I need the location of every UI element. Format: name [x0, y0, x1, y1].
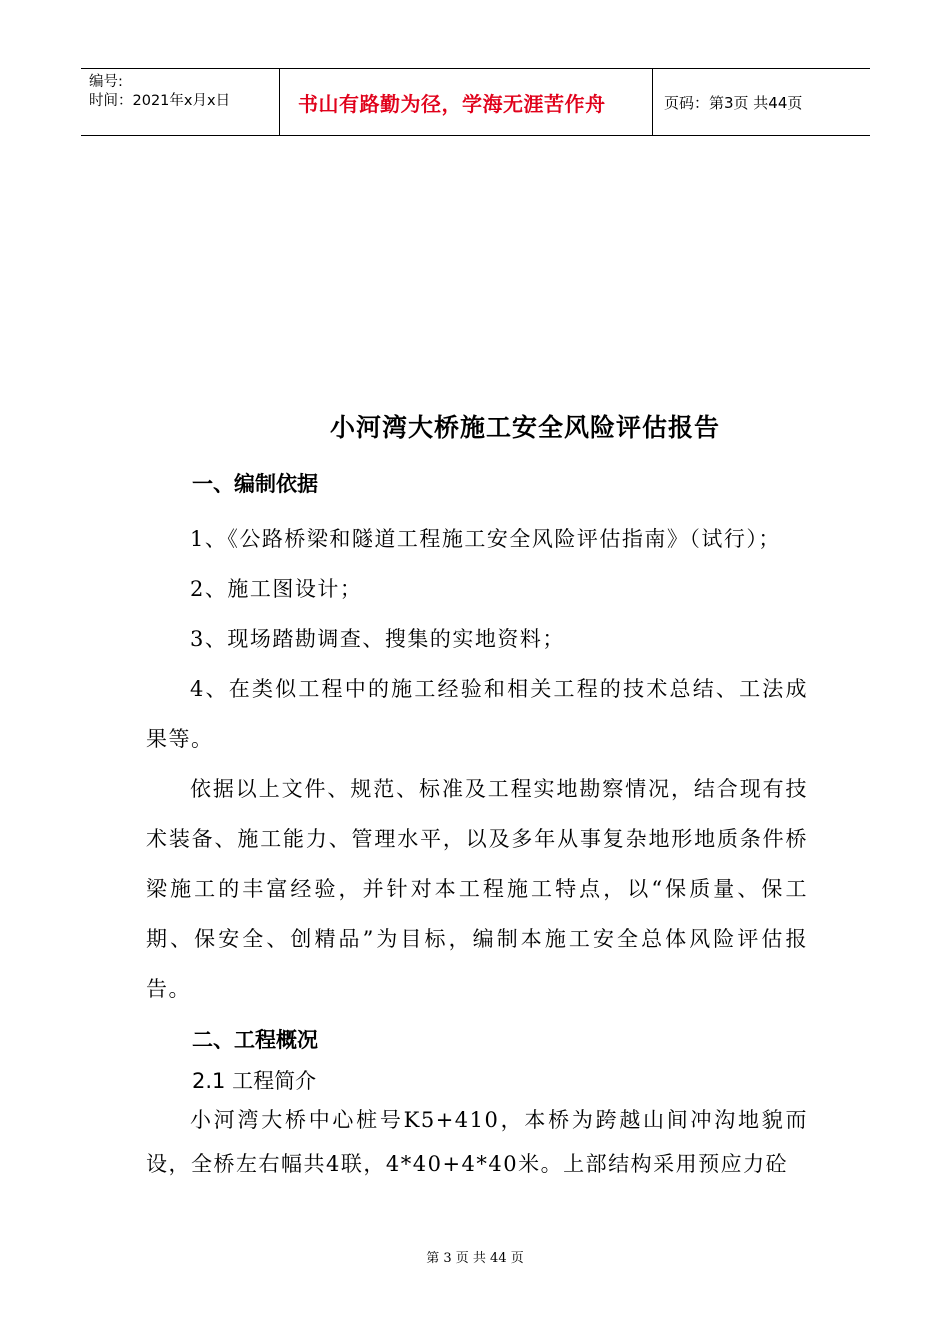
- page-footer: 第 3 页 共 44 页: [426, 1251, 524, 1266]
- time-label: 时间：2021年x月x日: [89, 93, 231, 109]
- header-meta: [81, 69, 280, 135]
- overview-text: 小河湾大桥中心桩号K5+410，本桥为跨越山间冲沟地貌而设，全桥左右幅共4联，4*40+4*40米。上部结构采用预应力砼: [146, 1108, 808, 1176]
- section-heading-basis: 一、编制依据: [192, 472, 318, 496]
- motto: 书山有路勤为径，学海无涯苦作舟: [298, 91, 606, 116]
- header-motto-cell: [280, 69, 653, 135]
- header-page-cell: [653, 69, 870, 135]
- basis-item-4: 4、在类似工程中的施工经验和相关工程的技术总结、工法成果等。: [146, 677, 808, 751]
- basis-summary: 依据以上文件、规范、标准及工程实地勘察情况，结合现有技术装备、施工能力、管理水平，以及多年从事复杂地形地质条件桥梁施工的丰富经验，并针对本工程施工特点，以“保质量、保工期、保安全、创精品”为目标，编制本施工安全总体风险评估报告。: [146, 777, 808, 1001]
- page-header: [81, 68, 870, 136]
- section-heading-overview: 二、工程概况: [192, 1028, 318, 1052]
- basis-item-1: 1、《公路桥梁和隧道工程施工安全风险评估指南》（试行）；: [190, 527, 781, 551]
- basis-item-3: 3、现场踏勘调查、搜集的实地资料；: [190, 627, 565, 651]
- document-body: [146, 460, 808, 1186]
- document-title: 小河湾大桥施工安全风险评估报告: [329, 413, 720, 442]
- subsection-heading: 2.1 工程简介: [192, 1069, 317, 1093]
- page-code: 页码：第3页 共44页: [664, 93, 803, 112]
- basis-item-2: 2、施工图设计；: [190, 577, 363, 601]
- number-label: 编号:: [89, 74, 123, 90]
